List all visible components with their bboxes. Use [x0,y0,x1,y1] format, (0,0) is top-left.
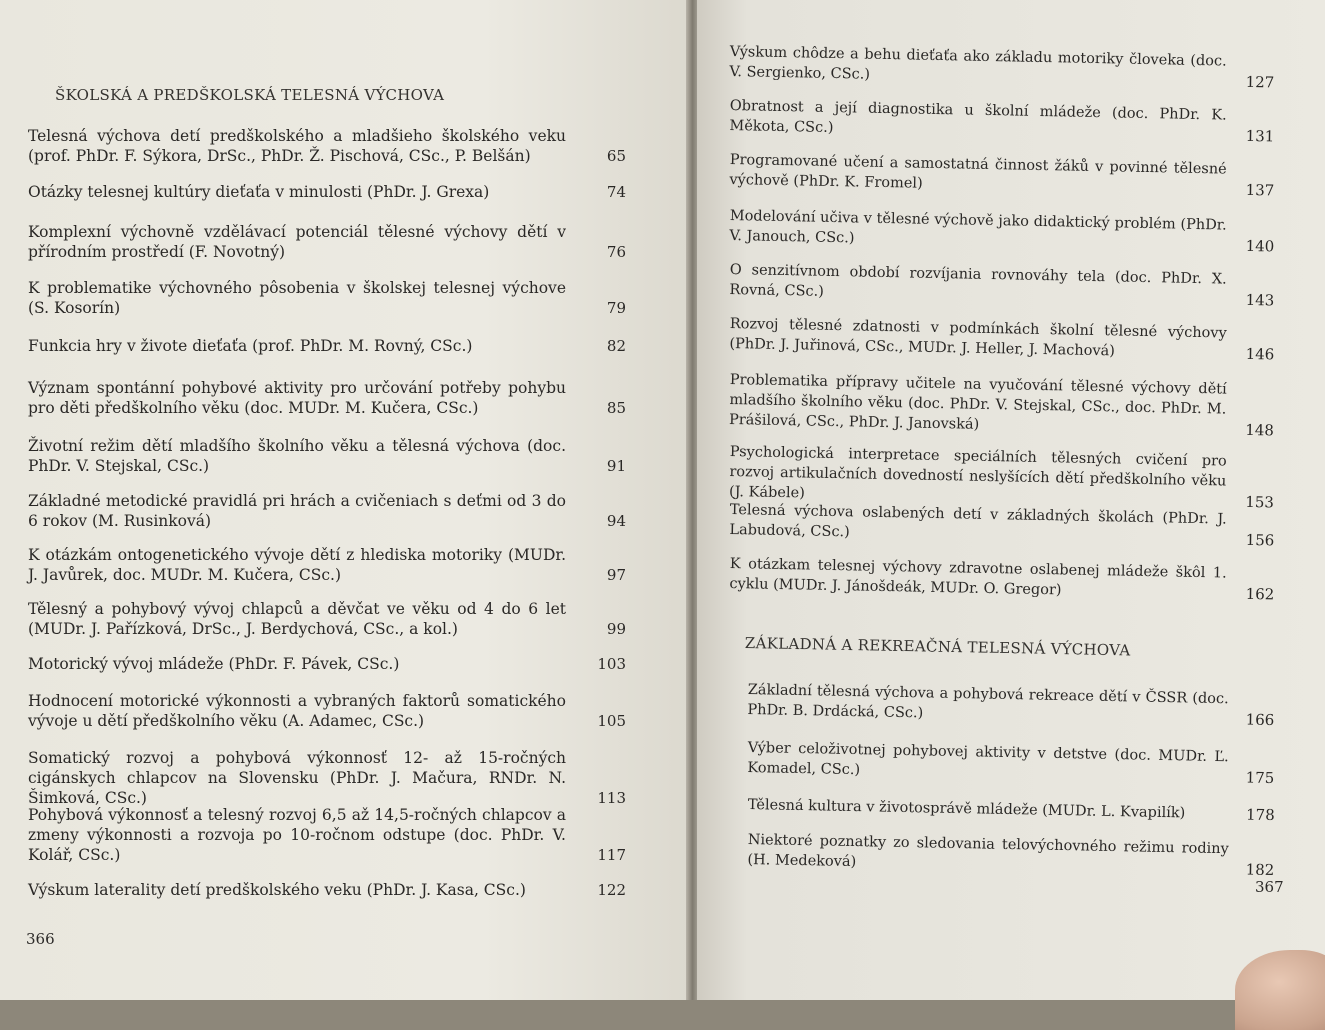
toc-entry [729,370,1275,440]
toc-entry-page: 178 [1245,805,1275,825]
toc-entry-page: 99 [606,620,626,638]
toc-entry [28,545,626,585]
toc-entry-title: Tělesná kultura v životosprávě mládeže (MUDr. L. Kvapilík) [747,796,1186,822]
toc-entry-page: 82 [606,337,626,355]
toc-entry-page: 148 [1245,420,1275,440]
toc-entry-page: 117 [597,846,626,864]
toc-entry-title: Základné metodické pravidlá pri hrách a cvičeniach s deťmi od 3 do 6 rokov (M. Rusinková) [28,492,566,530]
toc-entry-page: 94 [606,512,626,530]
toc-entry-title: Funkcia hry v živote dieťaťa (prof. PhDr. M. Rovný, CSc.) [28,337,473,355]
toc-entry-page: 122 [597,881,626,899]
toc-entry [28,126,626,166]
toc-entry-title: Obratnost a její diagnostika u školní mládeže (doc. PhDr. K. Měkota, CSc.) [729,97,1227,136]
toc-entry [28,491,626,531]
left-page-number: 366 [26,930,55,948]
toc-entry [28,880,626,900]
toc-entry-page: 79 [606,299,626,317]
toc-entry-title: Motorický vývoj mládeže (PhDr. F. Pávek, CSc.) [28,655,400,673]
toc-entry-title: Životní režim dětí mladšího školního věku a tělesná výchova (doc. PhDr. V. Stejskal, CSc.) [28,437,566,475]
toc-entry [28,748,626,808]
toc-entry-title: Výskum laterality detí predškolského veku (PhDr. J. Kasa, CSc.) [28,881,526,899]
toc-entry-title: K otázkám ontogenetického vývoje dětí z hlediska motoriky (MUDr. J. Javůrek, doc. MUDr. M. Kučera, CSc.) [28,546,566,584]
toc-entry-title: Komplexní výchovně vzdělávací potenciál tělesné výchovy dětí v přírodním prostředí (F. Novotný) [28,223,566,261]
toc-entry-page: 153 [1245,492,1275,512]
toc-entry [28,336,626,356]
toc-entry [28,654,626,674]
right-section-title: ZÁKLADNÁ A REKREAČNÁ TELESNÁ VÝCHOVA [744,634,1131,660]
toc-entry-title: Niektoré poznatky zo sledovania telovýchovného režimu rodiny (H. Medeková) [747,831,1229,871]
toc-entry-page: 143 [1245,290,1275,310]
toc-entry-title: Telesná výchova oslabených detí v základných školách (PhDr. J. Labudová, CSc.) [729,501,1227,541]
toc-entry-title: Otázky telesnej kultúry dieťaťa v minulosti (PhDr. J. Grexa) [28,183,490,201]
toc-entry-title: Problematika přípravy učitele na vyučování tělesné výchovy dětí mladšího školního věku (doc. PhDr. V. Stejskal, CSc., doc. PhDr. M. Prášilová, CSc., PhDr. J. Janovská) [728,371,1227,433]
toc-entry-title: Tělesný a pohybový vývoj chlapců a děvčat ve věku od 4 do 6 let (MUDr. J. Pařízková, DrSc., J. Berdychová, CSc., a kol.) [28,600,566,638]
toc-entry-page: 162 [1245,584,1275,604]
toc-entry [28,805,626,865]
toc-entry [28,691,626,731]
toc-entry [28,378,626,418]
toc-entry-title: K otázkam telesnej výchovy zdravotne oslabenej mládeže škôl 1. cyklu (MUDr. J. Jánošdeák, MUDr. O. Gregor) [729,555,1227,599]
toc-entry-page: 85 [606,399,626,417]
toc-entry [28,222,626,262]
toc-entry-title: Výskum chôdze a behu dieťaťa ako základu motoriky človeka (doc. V. Sergienko, CSc.) [729,43,1227,83]
toc-entry-page: 137 [1245,180,1275,200]
toc-entry-page: 113 [597,789,626,807]
toc-entry-title: Programované učení a samostatná činnost žáků v povinné tělesné výchově (PhDr. K. Fromel) [729,151,1227,192]
toc-entry-title: Hodnocení motorické výkonnosti a vybraných faktorů somatického vývoje u dětí předškolního věku (A. Adamec, CSc.) [28,692,566,730]
toc-entry-title: Somatický rozvoj a pohybová výkonnosť 12- až 15-ročných cigánskych chlapcov na Slovensku (PhDr. J. Mačura, RNDr. N. Šimková, CSc.) [28,749,566,807]
toc-entry-title: Modelování učiva v tělesné výchově jako didaktický problém (PhDr. V. Janouch, CSc.) [729,207,1227,247]
toc-entry-title: O senzitívnom období rozvíjania rovnováhy tela (doc. PhDr. X. Rovná, CSc.) [729,261,1227,300]
toc-entry-page: 76 [606,243,626,261]
toc-entry-page: 182 [1245,860,1275,880]
toc-entry-title: Telesná výchova detí predškolského a mladšieho školského veku (prof. PhDr. F. Sýkora, DrSc., PhDr. Ž. Pischová, CSc., P. Belšán) [28,127,566,165]
toc-entry-page: 65 [606,147,626,165]
toc-entry-page: 74 [606,183,626,201]
toc-entry-title: Rozvoj tělesné zdatnosti v podmínkách školní tělesné výchovy (PhDr. J. Juřinová, CSc., MUDr. J. Heller, J. Machová) [729,315,1227,360]
left-section-title: ŠKOLSKÁ A PREDŠKOLSKÁ TELESNÁ VÝCHOVA [55,86,445,104]
toc-entry [28,278,626,318]
right-page-number: 367 [1255,878,1284,896]
toc-entry-page: 97 [606,566,626,584]
toc-entry-title: Význam spontánní pohybové aktivity pro určování potřeby pohybu pro děti předškolního věku (doc. MUDr. M. Kučera, CSc.) [28,379,566,417]
toc-entry-page: 103 [597,655,626,673]
toc-entry-title: Základní tělesná výchova a pohybová rekreace dětí v ČSSR (doc. PhDr. B. Drdácká, CSc.) [747,681,1229,722]
toc-entry-page: 156 [1245,530,1275,550]
toc-entry [28,599,626,639]
toc-entry-title: Výber celoživotnej pohybovej aktivity v detstve (doc. MUDr. Ľ. Komadel, CSc.) [747,739,1229,779]
toc-entry [28,182,626,202]
toc-entry-title: Pohybová výkonnosť a telesný rozvoj 6,5 až 14,5-ročných chlapcov a zmeny výkonnosti a rozvoja po 10-ročnom odstupe (doc. PhDr. V. Kolář, CSc.) [28,806,566,864]
toc-entry [28,436,626,476]
toc-entry-page: 105 [597,712,626,730]
toc-entry-page: 131 [1245,126,1275,146]
toc-entry-page: 127 [1245,72,1275,92]
toc-entry-page: 146 [1245,344,1275,364]
toc-entry-page: 175 [1245,768,1275,788]
toc-entry-title: K problematike výchovného pôsobenia v školskej telesnej výchove (S. Kosorín) [28,279,566,317]
toc-entry-page: 166 [1245,710,1275,730]
toc-entry-title: Psychologická interpretace speciálních tělesných cvičení pro rozvoj artikulačních dovedností neslyšících dětí předškolního věku (J. Kábele) [728,443,1227,502]
thumb-photo [1235,950,1325,1030]
toc-entry-page: 91 [606,457,626,475]
toc-entry-page: 140 [1245,236,1275,256]
